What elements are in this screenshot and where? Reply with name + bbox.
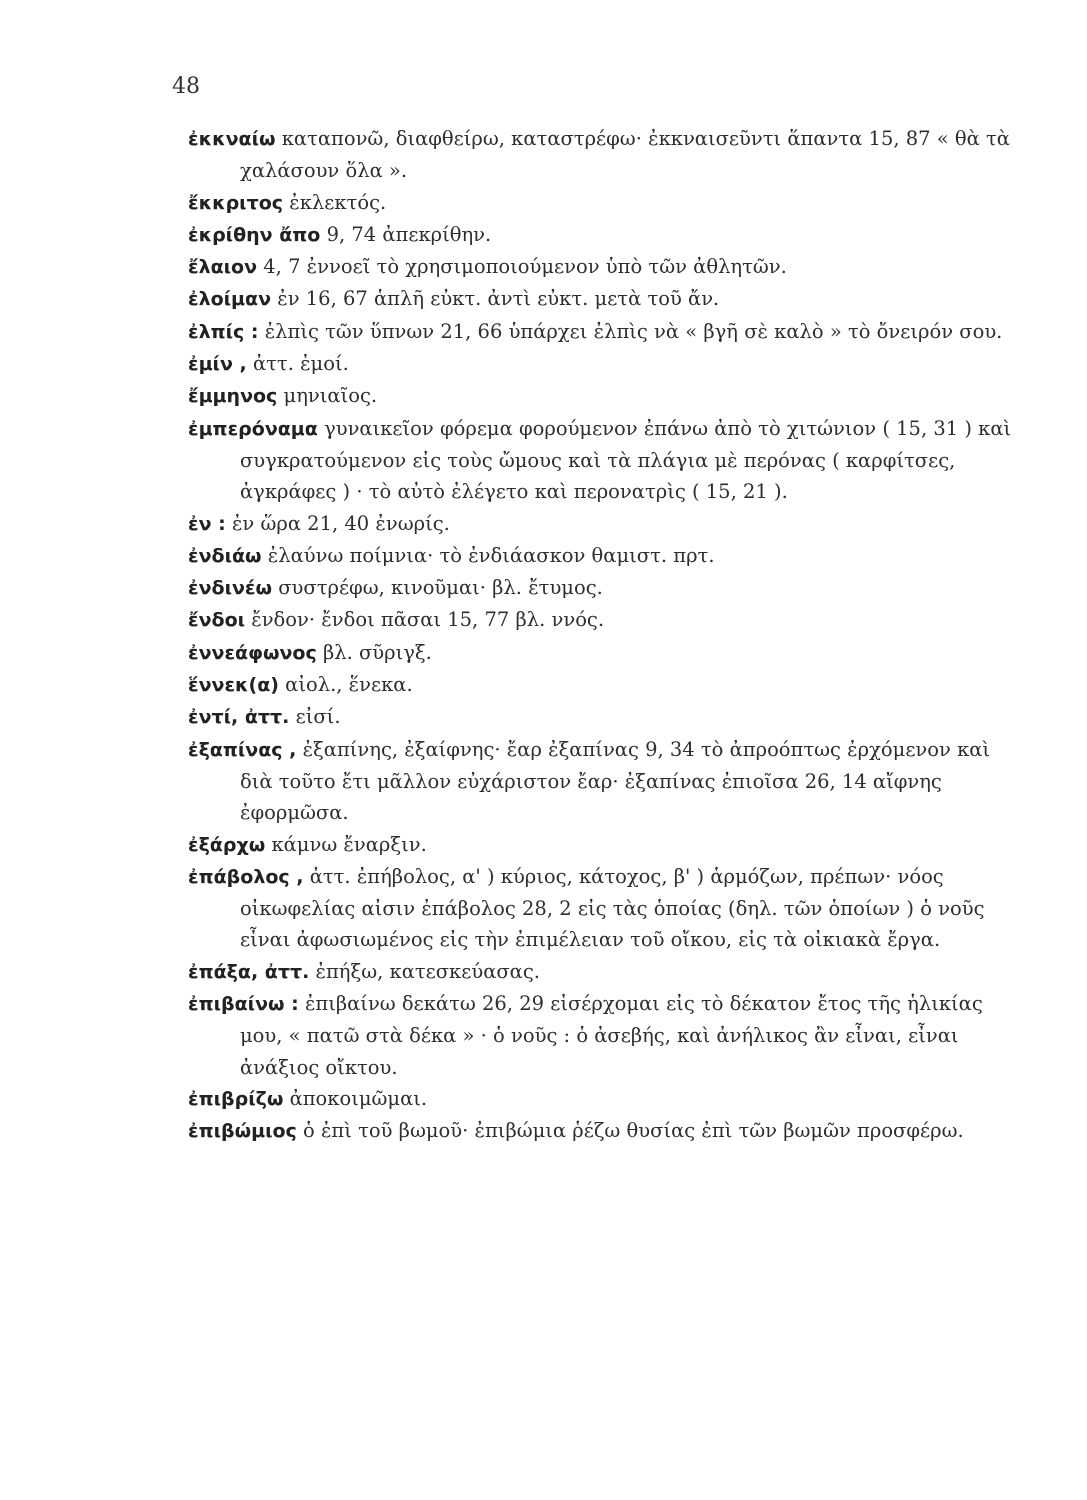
entry-definition: ὁ ἐπὶ τοῦ βωμοῦ· ἐπιβώμια ῥέζω θυσίας ἐπὶ τῶν βωμῶν προσφέρω. <box>303 1119 964 1143</box>
glossary-entry <box>188 861 1028 956</box>
entry-definition: ἐπιβαίνω δεκάτω 26, 29 εἰσέρχομαι εἰς τὸ δέκατον ἔτος τῆς ἡλικίας μου, « πατῶ στὰ δέκα » · ὁ νοῦς : ὁ ἀσεβής, καὶ ἀνήλικος ἂν εἶναι, εἶναι ἀνάξιος οἴκτου. <box>240 992 983 1079</box>
page-number: 48 <box>172 74 200 99</box>
glossary-entry <box>188 1115 1028 1147</box>
entry-headword: ἔμμηνος <box>188 385 278 408</box>
entry-definition: ἐλπὶς τῶν ὕπνων 21, 66 ὑπάρχει ἐλπὶς νὰ « βγῆ σὲ καλὸ » τὸ ὄνειρόν σου. <box>264 319 1003 343</box>
glossary-entry <box>188 701 1028 733</box>
glossary-entry <box>188 219 1028 251</box>
entry-headword: ἔνδοι <box>188 609 246 632</box>
entry-headword: ἐπιβώμιος <box>188 1120 297 1143</box>
entry-definition: ἐπήξω, κατεσκεύασας. <box>315 959 540 983</box>
entry-definition: εἰσί. <box>295 705 341 729</box>
entry-headword: ἐννεάφωνος <box>188 641 317 664</box>
entry-definition: ἐλαύνω ποίμνια· τὸ ἐνδιάασκον θαμιστ. πρτ. <box>267 543 715 567</box>
entry-headword: ἐλοίμαν <box>188 288 272 311</box>
entry-definition: ἀττ. ἐμοί. <box>252 352 349 376</box>
glossary-entry <box>188 829 1028 861</box>
glossary-entry <box>188 637 1028 669</box>
entry-definition: ἔνδον· ἔνδοι πᾶσαι 15, 77 βλ. ννός. <box>251 608 605 632</box>
glossary-entry <box>188 1083 1028 1115</box>
entry-headword: ἐν : <box>188 512 226 535</box>
entry-headword: ἐνδιάω <box>188 544 262 567</box>
entry-headword: ἐκκναίω <box>188 128 276 150</box>
entry-headword: ἐντί, ἀττ. <box>188 706 290 729</box>
entry-definition: αἰολ., ἕνεκα. <box>285 673 413 697</box>
entry-definition: ἐν 16, 67 ἁπλῆ εὐκτ. ἀντὶ εὐκτ. μετὰ τοῦ ἄν. <box>277 287 720 311</box>
glossary-entry <box>188 540 1028 572</box>
entry-headword: ἐξαπίνας , <box>188 738 297 761</box>
entry-definition: ἀποκοιμῶμαι. <box>289 1086 428 1110</box>
glossary-entry <box>188 604 1028 636</box>
entry-definition: καταπονῶ, διαφθείρω, καταστρέφω· ἐκκναισεῦντι ἅπαντα 15, 87 « θὰ τὰ χαλάσουν ὅλα ». <box>240 127 1010 183</box>
entry-headword: ἐξάρχω <box>188 833 266 856</box>
glossary-entry <box>188 316 1028 348</box>
glossary-entry <box>188 734 1028 829</box>
entry-headword: ἐμπερόναμα <box>188 417 318 440</box>
entry-definition: γυναικεῖον φόρεμα φορούμενον ἐπάνω ἀπὸ τὸ χιτώνιον ( 15, 31 ) καὶ συγκρατούμενον εἰς τοὺς ὤμους καὶ τὰ πλάγια μὲ περόνας ( καρφίτσες, ἀγκράφες ) · τὸ αὐτὸ ἐλέγετο καὶ περονατρὶς ( 15, 21 ). <box>240 416 1012 504</box>
entry-headword: ἔκκριτος <box>188 191 284 214</box>
entry-definition: ἐκλεκτός. <box>289 190 387 214</box>
glossary-entry <box>188 669 1028 701</box>
glossary-entries <box>188 123 1028 1148</box>
entry-definition: κάμνω ἔναρξιν. <box>271 832 427 856</box>
entry-headword: ἐκρίθην ἄπο <box>188 223 321 246</box>
entry-headword: ἔλαιον <box>188 256 258 279</box>
entry-headword: ἐπάβολος , <box>188 865 304 888</box>
glossary-entry <box>188 348 1028 380</box>
entry-headword: ἐλπίς : <box>188 320 259 343</box>
entry-definition: μηνιαῖος. <box>283 384 378 408</box>
glossary-entry <box>188 123 1028 187</box>
entry-headword: ἐπάξα, ἀττ. <box>188 960 310 983</box>
entry-headword: ἐνδινέω <box>188 577 273 600</box>
glossary-entry <box>188 988 1028 1083</box>
glossary-entry <box>188 380 1028 412</box>
glossary-entry <box>188 508 1028 540</box>
entry-definition: ἐν ὥρα 21, 40 ἐνωρίς. <box>231 511 450 535</box>
entry-headword: ἐπιβαίνω : <box>188 993 299 1016</box>
glossary-entry <box>188 572 1028 604</box>
glossary-entry <box>188 251 1028 283</box>
entry-definition: 9, 74 ἀπεκρίθην. <box>326 222 492 246</box>
entry-headword: ἐπιβρίζω <box>188 1087 284 1110</box>
entry-headword: ἕννεκ(α) <box>188 674 279 697</box>
glossary-entry <box>188 283 1028 315</box>
entry-definition: ἀττ. ἐπήβολος, α' ) κύριος, κάτοχος, β' ) ἁρμόζων, πρέπων· νόος οἰκωφελίας αἰσιν ἐπάβολος 28, 2 εἰς τὰς ὁποίας (δηλ. τῶν ὁποίων ) ὁ νοῦς εἶναι ἀφωσιωμένος εἰς τὴν ἐπιμέλειαν τοῦ οἴκου, εἰς τὰ οἰκιακὰ ἔργα. <box>240 864 985 952</box>
entry-headword: ἐμίν , <box>188 353 247 376</box>
entry-definition: συστρέφω, κινοῦμαι· βλ. ἔτυμος. <box>278 576 603 600</box>
glossary-entry <box>188 187 1028 219</box>
glossary-entry <box>188 956 1028 988</box>
entry-definition: βλ. σῦριγξ. <box>322 640 432 664</box>
entry-definition: 4, 7 ἐννοεῖ τὸ χρησιμοποιούμενον ὑπὸ τῶν ἀθλητῶν. <box>263 255 787 279</box>
entry-definition: ἐξαπίνης, ἐξαίφνης· ἔαρ ἐξαπίνας 9, 34 τὸ ἀπροόπτως ἐρχόμενον καὶ διὰ τοῦτο ἔτι μᾶλλον εὐχάριστον ἔαρ· ἐξαπίνας ἐπιοῖσα 26, 14 αἴφνης ἐφορμῶσα. <box>240 737 991 825</box>
glossary-entry <box>188 413 1028 508</box>
